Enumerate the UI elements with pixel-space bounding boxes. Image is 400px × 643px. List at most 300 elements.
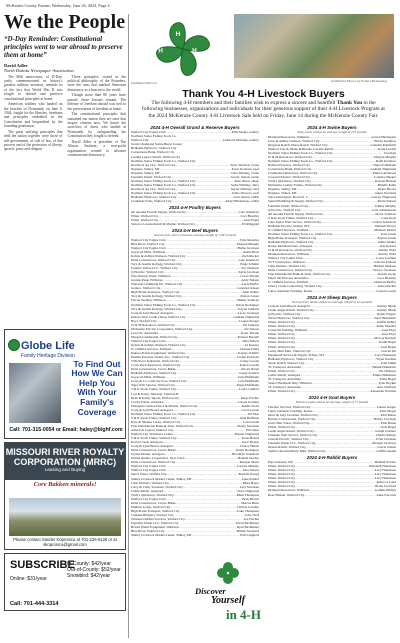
globe-life-name: Globe Life [21,339,75,352]
member-name: Grandon Jensen [237,286,259,291]
buyer-entry [131,222,259,226]
member-name: Tyler Boykin [378,380,396,385]
member-name: Kyrie Jacobsen [238,270,259,275]
buyer-list-right [268,123,396,496]
member-name: Kate Olson, sheep [234,178,259,183]
buyer-name: McKenzie Electric Cooperative, Watford City [131,326,193,331]
buyer-name: Ellian, Watford City [268,468,296,473]
buyer-name: W & M Resources, Watford City [268,154,312,159]
buyer-entry [268,493,396,497]
buyer-name: Lake Taylor Well Service, Watford City [268,219,322,224]
buyer-name: Goyycon Mills, Williston [131,249,166,254]
member-name: Jacobsen [383,150,396,155]
buyer-name: Coots Rock Resources, Watford City [131,363,181,368]
buyer-name: S & K Stock Trailer, Watford City [131,387,177,392]
intro-text-1: The following 4-H members and their families wish to express a sincere and heartfelt [151,100,337,106]
buyer-name: Lori & Nancy Jellestad, Charbon B. [131,391,180,396]
buyer-name: McKenzie County Farmer, Watford City [268,183,323,188]
buyer-section-heading: 2024 4-H Rabbit Buyers [306,455,358,461]
member-name: Kenley Shade [377,308,396,313]
member-name: Ellie Mogle, poultry [231,130,259,135]
buyer-name: Lowe & Co. Land Services, Watford City [131,379,187,384]
buyer-name: Craig & Lynn Broad, Arnegard [268,304,310,309]
member-name: Brody Sorensen [237,423,259,428]
member-name: Alan Hoffman [239,415,259,420]
buyer-name: Border Plains Equipment, Williston [131,525,179,530]
missouri-river-ad[interactable] [4,442,126,550]
buyer-section-heading: 2024 4-H Poultry Buyers [169,205,221,211]
buyer-name: Red Rock Ag LLC, Watford City [131,162,176,167]
buyer-name: JC Oilfield Services, Fairfield [131,347,172,352]
buyer-name: Ellian, Watford City [268,324,296,329]
byline-name: David Adler [4,62,28,68]
member-name: Kyler Thorne [240,330,259,335]
buyer-name: High Plains Transport, Watford City [268,235,317,240]
buyer-name: Wes Dobson Water, Williston [131,274,171,279]
member-name: Alicyn Nolan [240,367,259,372]
buyer-name: Cherry Creek Contracting, Watford City [268,284,322,289]
buyer-name: Rose Hulson, Watford City [268,492,305,497]
member-name: Jakob Sorensen [375,191,396,196]
member-name: Bobby Kershaw [374,138,396,143]
member-name: Clancy Hanna [239,444,259,449]
member-name: Will Langford [239,533,259,538]
logo-discover: Discover [195,586,226,596]
buyer-name: Northern States Fishing Tools Co., Watford City [131,158,196,163]
member-name: Levi Sorensen [239,484,259,489]
buyer-name: Custom Electric, Watford City [268,436,309,441]
member-name: Alexa Rucker [377,284,396,289]
buyer-name: Ellian, Watford City [268,340,296,345]
globe-life-pitch: To Find Out How We Can Help You With Your Family's Coverage [71,358,123,417]
buyer-name: Ellian, Watford City [268,464,296,469]
buyer-name: Kabrie & Ashlyn Olafsson, Watford City [131,253,186,258]
buyer-entry [268,389,396,393]
buyer-name: Ladrie Ranch, Arnegard [268,372,301,377]
member-name: Ellie Bruen [380,420,396,425]
member-name: Cora Hoadley [240,214,259,219]
buyer-name: Northern States Fishing Tools Co., Watford City [131,178,196,183]
buyer-name: Badlands Hydrovac, Watford City [268,356,314,361]
member-name: Jackson Fettig [239,347,259,352]
member-name: Tyler Sandven, swine [230,162,259,167]
buyer-name: Ellian, Watford City [268,368,296,373]
buyer-name: Cornerstone Bank, Watford City [131,150,175,155]
buyer-name: Latin Partners, Watford City [268,264,306,269]
member-name: Luke Thompson [237,508,259,513]
member-name: Brendle Kessel [238,472,259,477]
member-name: Saylor Whitney, beef [230,186,259,191]
member-name: Brittan Jacobson [236,529,259,534]
member-name: Kaeson Hansen [375,179,396,184]
member-name: Josie Hegel [380,424,396,429]
buyer-name: Badlands Hydrovac, Watford City [268,239,314,244]
buyer-name: Frontier Valves LLC, Watford City [131,266,178,271]
member-name: Rebecca Lund [376,480,396,485]
buyer-name: Watford City [131,138,149,143]
member-name: Sylvia Rodriguez [235,302,259,307]
buyer-name: Blue River, Watford City [131,529,165,534]
member-name: Lincoln Eriksen [374,260,396,265]
mrrc-contact[interactable]: Please contact Sander Kopronica at 701-226-6128 or at skopronica@gmail.com [13,536,117,547]
buyer-name: Elkhorn Lodge, Watford City [131,504,171,509]
member-name: Elli Jones [245,427,259,432]
buyer-name: Diamond Resources, Williston [268,488,309,493]
member-name: Kadyn Lorenz [239,363,259,368]
buyer-list-left [131,123,259,537]
buyer-name: Tory & Jessilla Kellogg, Watford City [131,294,182,299]
member-name: Kalyn Rodriguez [236,448,259,453]
member-name: Joe Fischer [243,516,259,521]
member-name: Kaylie Johnson [238,306,259,311]
member-name: Andi Oehler [242,290,259,295]
buyer-name: TL Transport, Alexander [268,376,302,381]
buyer-name: Neptune, Sidney, MT [268,191,297,196]
member-name: Cadence Haeger [374,175,396,180]
buyer-name: Dakota Prairie Equipment, Watford City [131,351,185,356]
member-name: Layla Comfort [239,387,259,392]
member-name: Juelle Wowera, goat [231,190,259,195]
buyer-name: Delta Constructors, Watford City [131,257,176,262]
member-name: Bodie Jacobsen [375,484,396,489]
globe-logo-icon [8,339,20,351]
buyer-name: Badlands Hydrovac, Watford City [131,146,177,151]
member-name: Natalie Tinglestad [234,432,259,436]
member-name: Hannah Worner [374,460,396,465]
buyer-name: Craig & Lynn Broad, Arnegard [131,407,173,412]
member-name: Lane Kraft [381,215,396,220]
buyer-name: Sidney Livestock Market Center, Sidney, MT [131,533,192,538]
buyer-name: Badlands Hydrovac, Watford City [131,371,177,376]
buyer-name: Jayden Holder, Arnegard [131,452,165,457]
globe-life-contact[interactable]: Call: 701-315-0054 or Email: haley@bighf.com [9,426,123,433]
buyer-section-note: Sixty swine sold at an average weight of 273 pounds [297,130,367,135]
opinion-paragraph: David Adler is president of The Alturas Institute, a non-profit organization created to advance constitutional democracy. [67,139,126,158]
member-name: Harley Jacobsen [373,416,396,421]
member-name: Gracie Jensen [377,445,396,450]
member-name: Beau Brown [242,496,259,501]
leader-dots [312,289,376,293]
buyer-name: High Plains Transport, Watford City [131,508,180,513]
member-name: Brindle Kohn [377,183,396,188]
member-name: Ivan Gruen [380,231,396,236]
buyer-name: Tobacco Laredo Ranch & Marine, Watford City [131,222,195,227]
buyer-name: Fountain Union, Watford City [268,203,309,208]
member-name: Elizabeth Hokenson [368,464,396,469]
buyer-name: Sweet Ranch, Watford City [268,360,305,365]
member-name: Gracyn Tinglestad [371,195,396,200]
member-name: Morgan Murphy [373,154,396,159]
svg-text:H: H [192,47,197,55]
member-name: Eli Ringgold [241,222,259,227]
member-name: Gracen Ott [381,348,396,353]
member-name: Ravin Nelson [377,199,396,204]
buyer-name: Watford City & Shane & Brooks Lowelle Ranch [268,146,334,151]
buyer-name: Select Water, Watford City [131,472,167,477]
member-name: Griffin Opseth [376,449,396,454]
opinion-body [4,75,126,327]
buyer-section-note: Twenty-three lambs sold at an average weight of 124 pounds [291,299,373,304]
buyer-name: Truly's Quickstop, Watford City [131,492,174,497]
member-name: Tylie Mackley [239,237,259,242]
member-name: Cole Hoffmann [238,379,259,384]
member-name: Zach Rucker [241,253,259,258]
buyer-entry [131,533,259,537]
buyer-name: Hoyt, Watford City [131,318,157,323]
photo-row [131,12,396,88]
buyer-name: Kingston Ranch, Horse Ranch, Watford City [268,142,328,147]
buyer-name: Fountain Union LLC, Watford City [131,521,179,526]
buyer-name: Papa Sansone, Dif [268,460,293,465]
buyer-name: Delta Constructors, Cicero Burke [131,367,176,372]
buyer-entry [268,289,396,293]
buyer-section-note: Nineteen goats sold at an average weight of 77 pounds [295,400,369,405]
opinion-subtitle: “D-Day Reminder: Constitutional principles went to war abroad to preserve them at home” [4,35,123,60]
buyer-name: Craig & Lynn Broad, Arnegard [131,310,173,315]
subscribe-in-county: In-County: $42/year [67,560,111,567]
page-header-left: McKenzie County Farmer, Wednesday, June 26, 2024, Page 4 [6,3,110,8]
buyer-name: First International Bank & Trust, Watford City [131,423,194,428]
member-name: Cecil Lorenz [241,407,259,412]
member-name: Carson Lowell [376,288,396,293]
member-name: Dejon Fahrmann [373,163,396,168]
member-name: Graham Tinglestad [370,167,396,172]
buyer-section-heading: 2024 4-H Overall Grand & Reserve Buyers [150,125,240,131]
member-name: Josie Hoyt [381,328,396,333]
intro-text-2: to the following businesses, organizations and individuals for their generous support of their 4-H Livestock Program at the 2024 McKenzie County 4-H Livestock Sale held on Friday, June 14 during the McKenzie County Fair. [142,100,385,119]
buyer-name: Ellian, Watford City [268,484,296,489]
leader-dots [172,199,226,203]
buyer-name: Lasting Legacy Ranch, Watford City [131,154,181,159]
member-name: Eli Moe [248,411,259,416]
photo-credit: (Submitted Photos by Pasha's Beestands) [331,79,387,83]
subscribe-online-rate: Online: $31/year [10,575,47,582]
member-name: Lacey Jacobson [237,310,259,315]
member-name: Lake Pollard [241,476,259,481]
member-name: Harlie Jacobson [237,245,259,250]
buyer-name: S & K Stock Trailer, Watford City [131,415,177,420]
buyer-name: Q Electric, Watford City [268,207,301,212]
member-name: Cher Delaney, swine [231,170,259,175]
subscribe-rates [67,561,121,580]
globe-life-division: Family Heritage Division [21,352,75,359]
buyer-name: Rocky Mountain Dust, Arnegard [268,243,312,248]
member-name: Gavyn Harrington [371,134,396,139]
member-name: Morgan Olson [239,460,259,465]
member-name: Ryker Brown [378,187,396,192]
member-name: Charlie Ramey [375,432,396,437]
buyer-name: Northern States Fishing Tools Co., Watford City [268,159,333,163]
member-name: Joseph Gardner [375,428,396,433]
member-name: Chelsie Gardner [237,504,259,509]
member-name: Cailey Lorenz [239,359,259,364]
member-name: Addy Hellandsaas, rabbit [225,199,259,204]
member-name: Josie Hegel [380,344,396,349]
buyer-name: Northern States Fishing Tools Co., Watford City [268,231,333,236]
member-name: Grady Sondrol [239,371,259,376]
buyer-name: Fiberglass Garden Fence & Marine, Watford City [131,403,198,408]
member-name: Henrik Hokenson [372,364,396,369]
member-name: Jax Nelson [244,326,259,331]
leader-dots [177,387,240,391]
buyer-name: Sidney Livestock Market Center, Sidney, MT [131,476,192,481]
buyer-name: Chandler Well Service, Watford City [268,432,318,437]
member-name: Coli Lorenz [242,419,259,424]
member-name: Josie Wolf [244,512,259,517]
opinion-paragraph: The 80th anniversary of D-Day, justly commemorated as history's greatest military invasion, reminds us of the fact that World War II was fought to defend and preserve constitutional principles at home. [4,74,63,101]
buyer-name: Ellian, Watford City [268,344,296,349]
member-name: Addy Nelson [241,278,259,283]
buyer-name: Watford City Eagles Club [268,256,303,261]
buyer-name: Delta Constructors, Watford City [131,460,176,465]
buyer-name: Warrener's Pumping Inc, Watford City [131,282,183,287]
member-name: Bridlyn Monson [373,264,396,269]
intro-thank-you: Thank You [336,100,363,106]
buyer-name: Fletcher Services, Watford City [268,404,311,409]
logo-yourself: Yourself [211,595,245,606]
buyer-name: Ellian, Watford City [131,218,159,223]
buyer-name: Raven Creek, Arnegard [131,440,163,445]
member-name: Ellie Mogle [380,408,396,413]
buyer-name: Nelson Ranch, Watford City [268,445,306,450]
globe-life-ad[interactable] [4,329,126,439]
member-name: Kadin Hegel [379,340,396,345]
buyer-name: Steve Derrington, Dorcroft, S [268,195,308,200]
buyer-name: Delta Constructors, Cicero Burke [131,448,176,453]
buyer-name: Ellian, Watford City [268,320,296,325]
buyer-name: TL Transport, Alexander [268,384,302,389]
member-name: Lucie Hoffer [241,282,259,287]
buyer-name: Northern States Fishing Tools Co. [131,134,177,139]
buyer-name: Kyle & Shelsea Lucke, Watford City [131,419,181,424]
member-name: Camden Ronnfeldt [370,142,396,147]
member-name: Cole Senestrari [238,210,259,215]
buyer-name: All Around Feed & Supply, Watford City [131,210,187,215]
buyer-name: Watford City Eagles Club [131,468,166,473]
buyer-name: Railroad Express, Watford City [268,163,311,168]
buyer-name: Q Electric, Watford City [131,270,164,275]
member-name: Torre Heinzeller [374,316,396,321]
subscribe-snowbird: Snowbird: $42/year [67,573,111,580]
member-name: Rhett Thompson [236,492,259,497]
buyer-name: Stone's Badlands Ship, Williston [268,380,312,385]
member-name: Preston Borseth [237,334,259,339]
livestock-intro [131,100,396,119]
buyer-name: Cornerstone Bank, Watford City [268,167,312,172]
buyer-name: Fountain Union, Watford City [131,174,172,179]
member-name: Laryssa Murphy [236,464,259,469]
buyer-name: Ellian, Watford City [268,332,296,337]
member-name: Paige Schmitt [240,262,259,267]
buyer-name: Westand Oilfield Services, Watford City [131,516,185,521]
member-name: Graham Tinglestad [233,314,259,319]
member-name: Wyatt Bachmeier [235,521,259,526]
member-name: AJ Kessler [244,342,259,347]
leader-dots [304,493,376,497]
buyer-name: Northern States Fishing Tools Co., Watford City [131,182,196,187]
buyer-name: Hartley Construction, Watford City [268,416,316,421]
member-name: Charlotte Hoffer [373,280,396,285]
leader-dots [192,533,240,537]
member-name: Josie Hoffmann [237,375,259,380]
member-name: Morgan Murphy [236,241,259,246]
buyer-section-note: Seventy-four steers sold at an average weight of 1,287 pounds [153,233,237,238]
member-name: Eli Johnson [243,322,259,327]
buyer-name: Ellian, Watford City [268,336,296,341]
buyer-name: Gail's Hair Salon, Watford City [268,420,310,425]
leader-dots [325,449,376,453]
member-name: Kade Hebert [242,436,259,441]
buyer-name: Diamond Resources, Williston [268,252,309,257]
member-name: Kenley Shade [377,304,396,309]
svg-text:H: H [175,64,181,72]
buyer-name: S & K Stock Trailer, Watford City [268,215,314,220]
member-name: Ryan Bachmeier [236,525,259,530]
buyer-name: Neptune, Sidney, MT [131,170,160,175]
buyer-name: Northern States Fishing Tools Co., Watford City [131,190,196,195]
buyer-name: Leslie Angus Ranch, Watford City [268,428,315,433]
buyer-name: Diamond Resources, Williston [268,134,309,139]
member-name: Justin Brost [243,249,259,254]
buyer-name: All Around Feed & Supply, Watford City [268,211,324,216]
buyer-name: TL Transport, Alexander [268,364,302,369]
member-name: Cole Senestrari [238,257,259,262]
buyer-name: Velvet Hydrovac, Watford City [268,316,310,321]
opinion-paragraph: Though more than 80 years have passed, these lessons remain. The defense of freedom abroad was tied to the preservation of freedom at home. [67,93,126,111]
clover-logo-icon [215,560,241,586]
byline [4,63,126,74]
page-header [0,0,400,10]
buyer-name: Watford City Eagles Club [131,496,166,501]
member-name: Miles Bayer [242,480,259,485]
member-name: Emiree Anderson [372,171,396,176]
buyer-name: S & K Stock Trailer, Watford City [131,436,177,441]
subscribe-ad[interactable] [4,553,126,611]
member-name: McCoy Norman [374,336,396,341]
buyer-name: Latin Partners, Watford City [131,480,169,485]
discover-yourself-logo [195,560,261,632]
buyer-section-heading: 2024 4-H Beef Buyers [171,228,219,234]
member-name: Cason Thorne [240,274,259,279]
buyer-name: Sound Plumbing & Supply, Watford City [268,199,323,204]
member-name: Cole Johannessen [372,207,396,212]
opinion-paragraph: Those principles, rooted in the political philosophy of the Founders, were the ones that marked American democracy as a beacon to the world. [67,74,126,92]
member-name: Grant Lieseth [377,146,396,151]
subscribe-phone[interactable]: Call: 701-444-3314 [10,600,59,607]
clover-credit: (Submitted Photo) [131,81,157,85]
member-name: Gracie Jensen, swine [230,174,259,179]
buyer-name: Gadeco, Watford City [131,286,161,291]
buyer-name: Neptune, Sidney, MT [268,187,297,192]
buyer-name: TVT Contractors, Williston [268,260,305,265]
buyer-name: Ellian, Watford City [268,424,296,429]
buyer-name: Tiger Well Service, Watford City [131,383,176,388]
member-name: Kaydn Lucke [377,272,396,277]
buyer-name: Watford City Eagles Club [131,338,166,343]
member-name: Zac Olafsson [241,266,259,271]
member-name: Colton Senestrari [372,219,396,224]
buyer-name: Ellian, Watford City [268,480,296,485]
leader-dots [295,389,370,393]
member-name: Julia Nelson [242,338,259,343]
buyer-name: Paramount Service & Supply, Sidney, MT [268,352,325,357]
member-name: Kenlie Stotts [241,403,259,408]
buyer-entry [131,199,259,203]
buyer-name: High Plains Transport, Watford City [131,290,180,295]
buyer-name: Larry & Cathy Sorensen, Watford City [131,484,183,489]
buyer-name: United Quality Cooperative, New Town [131,456,185,461]
member-name: Paige Hoffmann [237,383,259,388]
